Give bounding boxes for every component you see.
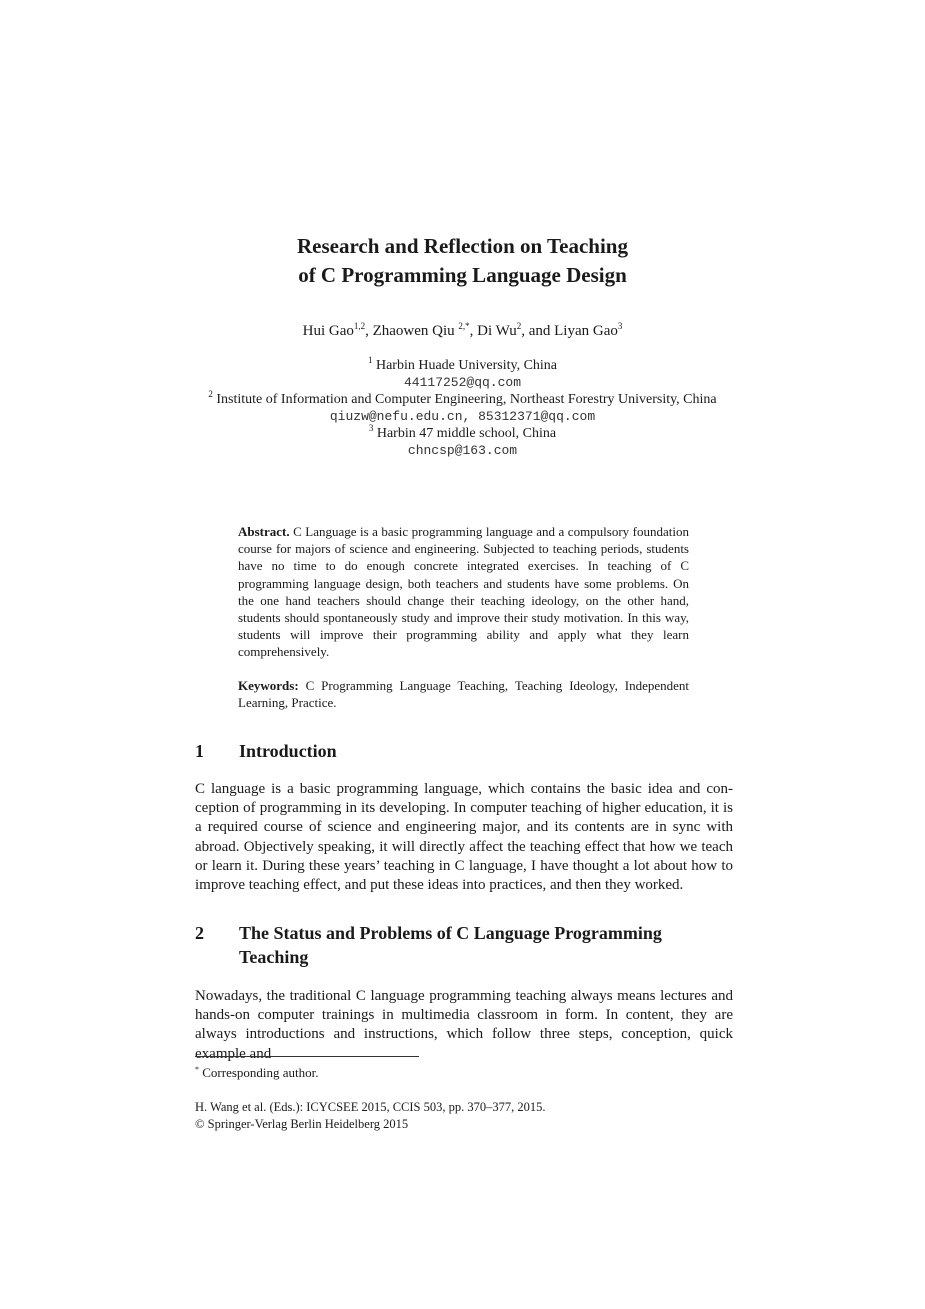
author-separator: , bbox=[365, 323, 373, 339]
author-name: Zhaowen Qiu bbox=[372, 323, 459, 339]
paper-title bbox=[0, 232, 925, 290]
footnote-divider bbox=[195, 1056, 419, 1057]
section-title: The Status and Problems of C Language Programming Teaching bbox=[239, 923, 662, 967]
section-number: 1 bbox=[195, 741, 204, 761]
affiliation-text: Institute of Information and Computer Engineering, Northeast Forestry University, China bbox=[212, 392, 717, 407]
footnote-text: Corresponding author. bbox=[199, 1065, 319, 1080]
author-separator: , and bbox=[521, 323, 555, 339]
author-name: Hui Gao bbox=[302, 323, 354, 339]
affiliation-mark: 3 bbox=[368, 423, 374, 433]
keywords bbox=[238, 677, 689, 711]
title-line-2: of C Programming Language Design bbox=[298, 263, 627, 287]
footnote bbox=[195, 1065, 319, 1081]
citation bbox=[195, 1099, 546, 1133]
affiliation-2 bbox=[0, 391, 925, 408]
citation-line-2: © Springer-Verlag Berlin Heidelberg 2015 bbox=[195, 1117, 409, 1131]
keywords-label: Keywords: bbox=[238, 678, 299, 693]
author-name: Liyan Gao bbox=[554, 323, 618, 339]
affiliation-mark: 1 bbox=[367, 355, 373, 365]
author-separator: , bbox=[469, 323, 478, 339]
affiliation-3-email[interactable]: chncsp@163.com bbox=[407, 443, 518, 458]
section-title: Introduction bbox=[239, 741, 337, 761]
affiliation-text: Harbin Huade University, China bbox=[372, 358, 558, 373]
section-2-body: Nowadays, the traditional C language programming teaching always means lectures and hands-on computer trainings in multimedia classroom in form. In content, they are always introductions and instructions, which follow three steps, conception, quick example and bbox=[195, 988, 733, 1062]
citation-line-1: H. Wang et al. (Eds.): ICYCSEE 2015, CCIS 503, pp. 370–377, 2015. bbox=[195, 1100, 546, 1114]
affiliations bbox=[0, 357, 925, 459]
section-1-body: C language is a basic programming language, which contains the basic idea and conception of programming in its developing. In computer teaching of higher education, it is a required course of science and engineering major, and its contents are in sync with abroad. Objectively speaking, it will directly affect the teaching effect that how we teach or learn it. During these years’ teaching in C language, I have thought a lot about how to improve teaching effect, and put these ideas into practices, and then they worked. bbox=[195, 781, 733, 894]
section-number: 2 bbox=[195, 923, 204, 943]
keywords-text: C Programming Language Teaching, Teaching Ideology, Independent Learning, Practice. bbox=[238, 678, 689, 711]
affiliation-2-email[interactable]: qiuzw@nefu.edu.cn, 85312371@qq.com bbox=[329, 409, 596, 424]
abstract-text: C Language is a basic programming language and a compulsory foundation course for majors of science and engineering. Subjected to teaching periods, students have no time to do enough concrete integrated exercises. In teaching of C programming language design, both teachers and students have some problems. On the one hand teachers should change their teaching ideology, on the other hand, students should spontaneously study and improve their study motivation. In this way, students will improve their programming ability and apply what they learn comprehensively. bbox=[238, 524, 689, 660]
affiliation-1 bbox=[0, 357, 925, 374]
affiliation-mark: 2 bbox=[208, 389, 213, 399]
affiliation-1-email[interactable]: 44117252@qq.com bbox=[403, 375, 522, 390]
abstract-label: Abstract. bbox=[238, 524, 290, 539]
author-affiliation-mark: 3 bbox=[617, 321, 623, 331]
author-list bbox=[0, 323, 925, 340]
author-name: Di Wu bbox=[477, 323, 517, 339]
affiliation-3 bbox=[0, 425, 925, 442]
author-affiliation-mark: 2,* bbox=[458, 321, 470, 331]
title-line-1: Research and Reflection on Teaching bbox=[297, 234, 628, 258]
abstract bbox=[238, 523, 689, 661]
footnote-mark: * bbox=[195, 1065, 199, 1074]
author-affiliation-mark: 1,2 bbox=[353, 321, 366, 331]
author-affiliation-mark: 2 bbox=[516, 321, 522, 331]
affiliation-text: Harbin 47 middle school, China bbox=[373, 426, 557, 441]
